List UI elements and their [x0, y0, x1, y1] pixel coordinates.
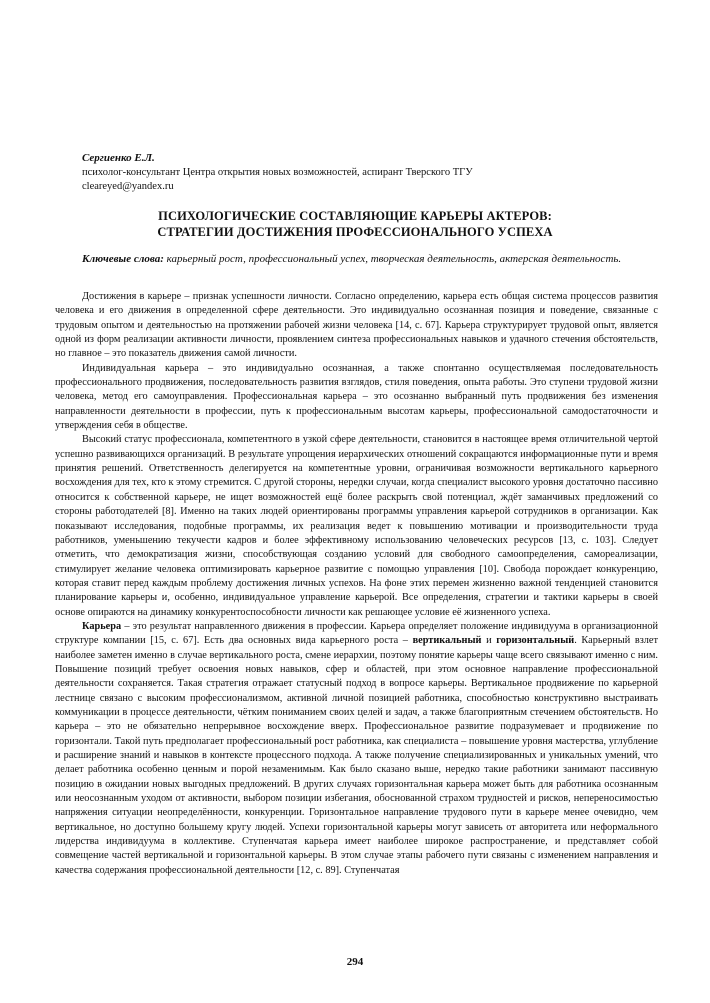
paragraph-3: Высокий статус профессионала, компетентного в узкой сфере деятельности, становится в настоящее время отличительной чертой успешно развивающихся организаций. В результате упрощения иерархических отношений сокращаются информационные пути и время принятия решений. Ответственность делегируется на компетентные уровни, ограничивая возможности вертикального карьерного восхождения для тех, кто к этому стремится. С другой стороны, нередки случаи, когда специалист высокого уровня достаточно пассивно относится к собственной карьере, не ищет возможностей ещё более раскрыть свой потенциал, ждёт заманчивых предложений со стороны работодателей [8]. Именно на таких людей ориентированы программы управления карьерой сотрудников в организации. Как показывают исследования, подобные программы, их реализация ведет к повышению мотивации и производительности труда работников, уменьшению текучести кадров и более эффективному использованию человеческих ресурсов [13, с. 103]. Следует отметить, что демократизация жизни, способствующая созданию условий для свободного самоопределения, самореализации, стимулирует желание человека оптимизировать карьерное развитие с помощью управления [10]. Свобода порождает конкуренцию, которая ставит перед каждым проблему достижения личных успехов. На фоне этих перемен жизненно важной тенденцией становится планирование карьеры и, особенно, индивидуальное управление карьерой. Все определения, стратегии и тактики карьеры в своей основе опираются на динамику конкурентоспособности личности как решающее условие её жизненного успеха.	[55, 434, 658, 618]
page-number: 294	[346, 956, 364, 968]
author-name: Сергиенко Е.Л.	[82, 152, 155, 164]
keywords	[55, 252, 658, 267]
keywords-text: карьерный рост, профессиональный успех, творческая деятельность, актерская деятельность.	[163, 253, 622, 265]
author-position: психолог-консультант Центра открытия новых возможностей, аспирант Тверского ТГУ	[82, 166, 473, 178]
paragraph-4-text-3: . Карьерный взлет наиболее заметен именно в случае вертикального роста, смене иерархии, поэтому понятие карьеры чаще всего связывают именно с ним. Повышение позиций требует освоения новых навыков, сфер и областей, при этом основное направление профессиональной деятельности сохраняется. Такая стратегия отражает статусный подход в вопросе карьеры. Вертикальное продвижение по карьерной лестнице связано с высоким профессионализмом, активной личной позицией работника, способностью конструктивно выстраивать коммуникации в процессе деятельности, чётким пониманием своих целей и задач, а также благоприятным стечением обстоятельств. Но карьера – это не обязательно непрерывное восхождение вверх. Профессиональное развитие подразумевает и продвижение по горизонтали. Такой путь предполагает профессиональный рост работника, как специалиста – повышение уровня мастерства, углубление и расширение знаний и навыков в контексте процессного подхода. А также получение специализированных и уникальных умений, что делает работника особенно ценным и порой незаменимым. Как было сказано выше, нередко такие работники занимают пассивную позицию в ожидании новых выгодных предложений. В других случаях горизонтальная карьера может быть для работника осознанным или неосознанным уходом от активности, выбором позиции избегания, обоснованной страхом трудностей и рисков, непереносимостью напряжения ситуации неопределённости, конкуренции. Горизонтальное направление трудового пути в карьере менее очевидно, чем вертикальное, но доступно большему кругу людей. Успехи горизонтальной карьеры могут зависеть от авторитета или неформального лидерства индивидуума в коллективе. Ступенчатая карьера имеет наиболее широкое распространение, и представляет собой совмещение частей вертикальной и горизонтальной карьеры. В этом случае этапы рабочего пути связаны с изменением направления и качества содержания профессиональной деятельности [12, с. 89]. Ступенчатая	[55, 635, 658, 876]
term-horizontal: горизонтальный	[496, 635, 575, 647]
term-vertical: вертикальный	[412, 635, 482, 647]
paragraph-2: Индивидуальная карьера – это индивидуально осознанная, а также спонтанно осуществляемая последовательность профессионального продвижения, последовательность развития взглядов, стиля поведения, опыта работы. Это ступени трудовой жизни человека, метод его самоуправления. Профессиональная карьера – это осознанно выбранный путь продвижения без изменения направленности деятельности в профессии, путь к профессиональным высотам карьеры, профессиональной самодостаточности и утверждения себя в обществе.	[55, 362, 658, 432]
paragraph-4	[55, 620, 658, 878]
title-line-2: СТРАТЕГИИ ДОСТИЖЕНИЯ ПРОФЕССИОНАЛЬНОГО УСПЕХА	[157, 225, 553, 239]
paragraph-4-text-2: и	[481, 635, 497, 647]
paper-title	[55, 208, 655, 240]
keywords-label: Ключевые слова:	[82, 253, 164, 265]
paragraph-4-text-1: – это результат направленного движения в профессии. Карьера определяет положение индивидуума в организационной структуре компании [15, с. 67]. Есть два основных вида карьерного роста –	[55, 620, 658, 647]
paper-body	[55, 290, 658, 878]
title-line-1: ПСИХОЛОГИЧЕСКИЕ СОСТАВЛЯЮЩИЕ КАРЬЕРЫ АКТЕРОВ:	[158, 209, 552, 223]
paragraph-1: Достижения в карьере – признак успешности личности. Согласно определению, карьера есть общая система процессов развития человека и его движения в определенной сфере деятельности. Это индивидуально осознанная позиция и поведение, связанные с трудовым опытом и деятельностью на протяжении рабочей жизни человека [14, с. 67]. Карьера структурирует трудовой опыт, является одной из форм реализации активности личности, проявлением синтеза профессиональных навыков и удачного стечения обстоятельств, но главное – это показатель движения самой личности.	[55, 291, 658, 360]
author-email: cleareyed@yandex.ru	[82, 181, 174, 192]
term-career: Карьера	[82, 620, 122, 632]
author-block	[82, 151, 642, 195]
